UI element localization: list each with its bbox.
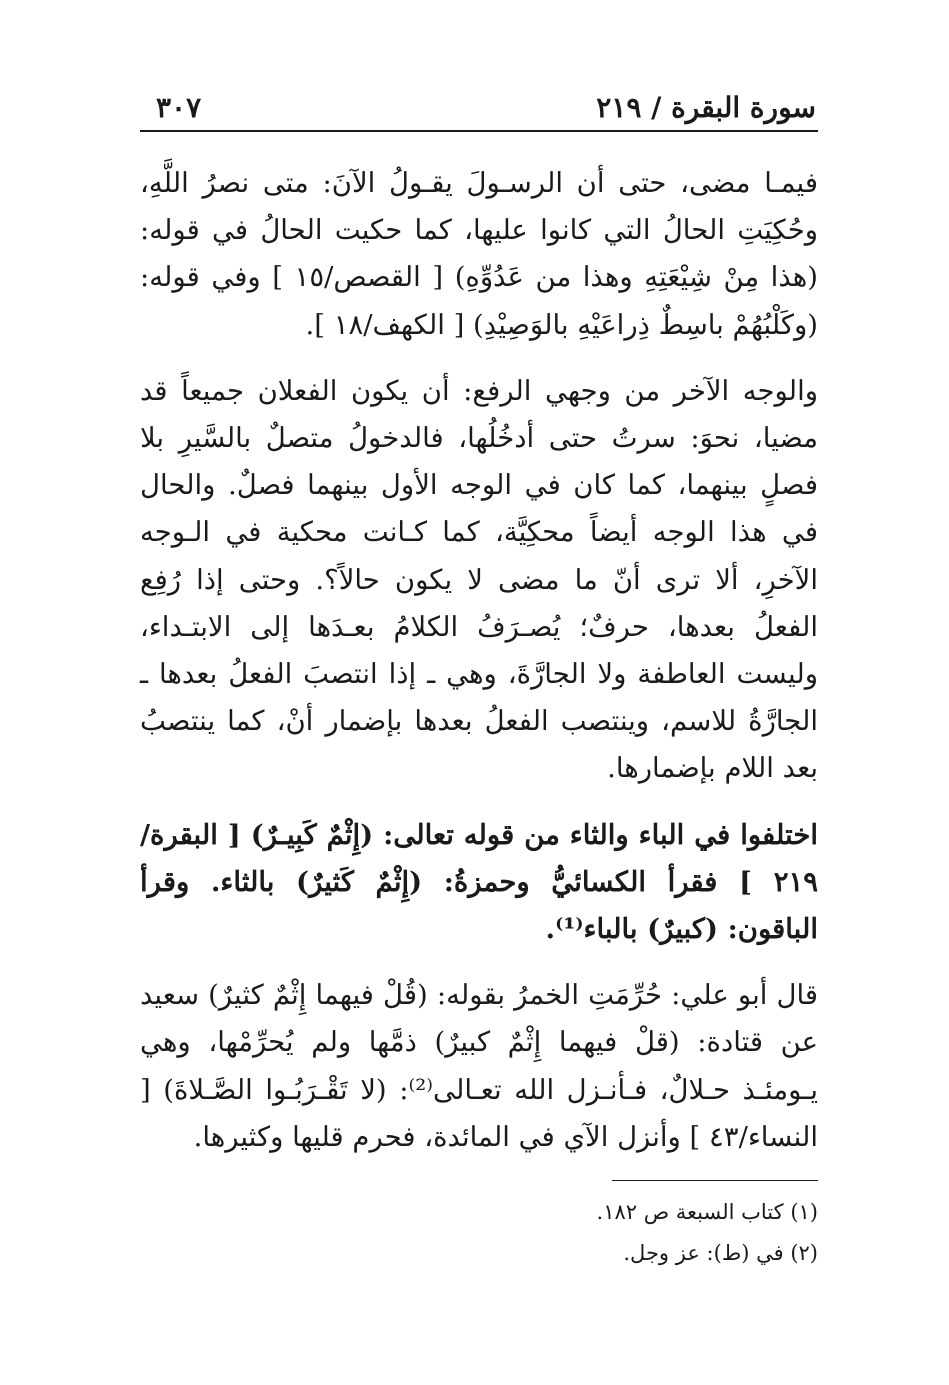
paragraph-1: فيمـا مضى، حتى أن الرسـولَ يقـولُ الآنَ: متى نصرُ اللَّهِ، وحُكِيَتِ الحالُ التي كانوا عليها، كما حكيت الحالُ في قوله: (هذا مِنْ شِيْعَتِهِ وهذا من عَدُوِّهِ) [ القصص/١٥ ] وفي قوله: (وكَلْبُهُمْ باسِطٌ ذِراعَيْهِ بالوَصِيْدِ) [ الكهف/١٨ ]. xyxy=(140,167,818,341)
page-number: ٣٠٧ xyxy=(156,91,202,124)
paragraph-abu-ali: قال أبو علي: حُرِّمَتِ الخمرُ بقوله: (قُلْ فيهما إِثْمٌ كثيرٌ) سعيد عن قتادة: (قلْ فيهما إِثْمٌ كبيرٌ) ذمَّها ولم يُحرِّمْها، وهي يـومئـذ حـلالٌ، فـأنـزل الله تعـالى⁽²⁾: (لا تَقْـرَبُـوا الصَّـلاةَ) [ النساء/٤٣ ] وأنزل الآي في المائدة، فحرم قليها وكثيرها. xyxy=(140,979,818,1153)
header-rule xyxy=(140,130,818,132)
footnotes xyxy=(140,1192,818,1274)
paragraph-variant-reading: اختلفوا في الباء والثاء من قوله تعالى: (إِثْمٌ كَبِيـرٌ) [ البقرة/ ٢١٩ ] فقرأ الكسائيُّ وحمزةُ: (إِثْمٌ كَثيرٌ) بالثاء. وقرأ الباقون: (كبيرٌ) بالباء⁽¹⁾. xyxy=(140,818,818,946)
footnote-2: (٢) في (ط): عز وجل. xyxy=(623,1241,818,1265)
footnote-rule xyxy=(612,1180,818,1181)
running-title: سورة البقرة / ٢١٩ xyxy=(596,91,816,124)
footnote-1: (١) كتاب السبعة ص ١٨٢. xyxy=(596,1200,818,1224)
paragraph-2: والوجه الآخر من وجهي الرفع: أن يكون الفعلان جميعاً قد مضيا، نحوَ: سرتُ حتى أدخُلُها، فالدخولُ متصلٌ بالسَّيرِ بلا فصلٍ بينهما، كما كان في الوجه الأول بينهما فصلٌ. والحال في هذا الوجه أيضاً محكِيَّة، كما كـانت محكية في الـوجه الآخرِ، ألا ترى أنّ ما مضى لا يكون حالاً؟. وحتى إذا رُفِع الفعلُ بعدها، حرفٌ؛ يُصـرَفُ الكلامُ بعـدَها إلى الابتـداء، وليست العاطفة ولا الجارَّةَ، وهي ـ إذا انتصبَ الفعلُ بعدها ـ الجارَّةُ للاسم، وينتصب الفعلُ بعدها بإضمار أنْ، كما ينتصبُ بعد اللام بإضمارها. xyxy=(140,374,818,785)
page-header xyxy=(144,88,816,130)
main-text xyxy=(140,160,818,1161)
